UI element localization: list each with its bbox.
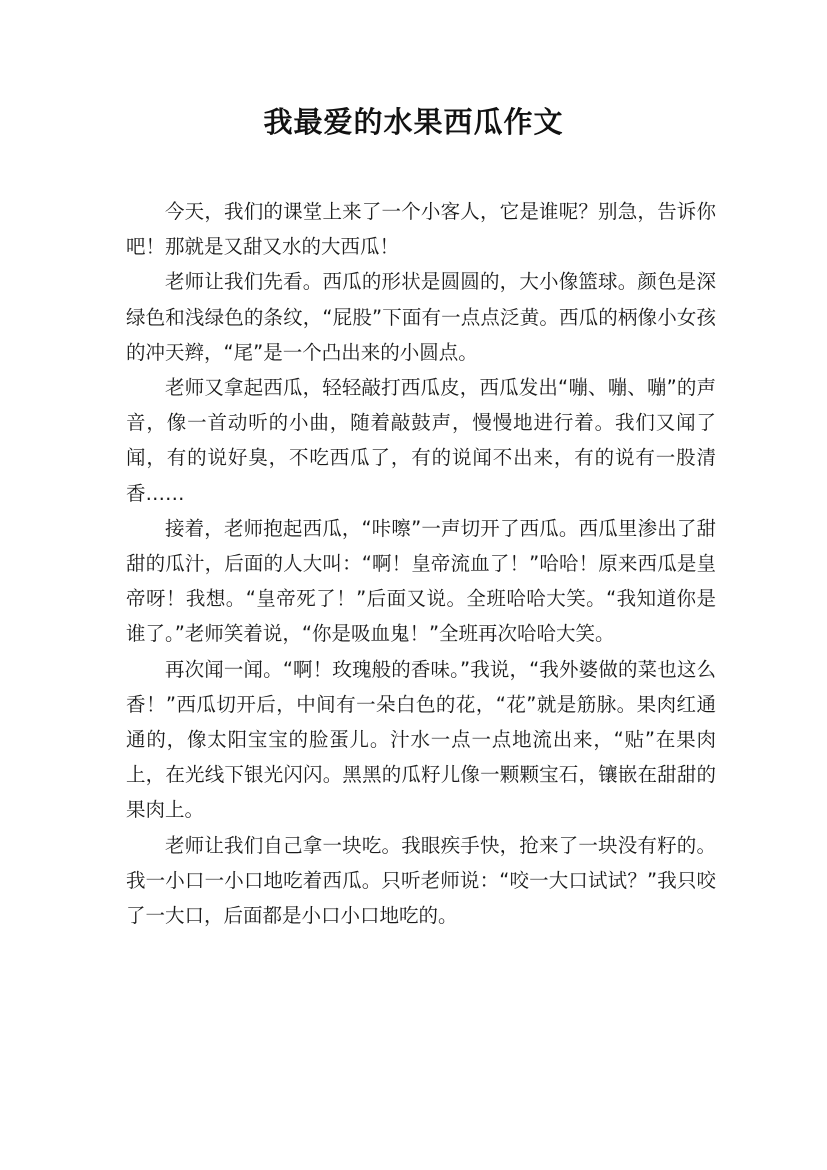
paragraph: 接着，老师抱起西瓜，“咔嚓”一声切开了西瓜。西瓜里渗出了甜甜的瓜汁，后面的人大叫：“啊！皇帝流血了！”哈哈！原来西瓜是皇帝呀！我想。“皇帝死了！”后面又说。全班哈哈大笑。“我知道你是谁了。”老师笑着说，“你是吸血鬼！”全班再次哈哈大笑。 — [126, 516, 716, 646]
paragraph: 老师让我们自己拿一块吃。我眼疾手快，抢来了一块没有籽的。我一小口一小口地吃着西瓜。只听老师说：“咬一大口试试？”我只咬了一大口，后面都是小口小口地吃的。 — [126, 833, 716, 928]
paragraph: 再次闻一闻。“啊！玫瑰般的香味。”我说，“我外婆做的菜也这么香！”西瓜切开后，中间有一朵白色的花，“花”就是筋脉。果肉红通通的，像太阳宝宝的脸蛋儿。汁水一点一点地流出来，“贴”在果肉上，在光线下银光闪闪。黑黑的瓜籽儿像一颗颗宝石，镶嵌在甜甜的果肉上。 — [126, 657, 716, 822]
document-title: 我最爱的水果西瓜作文 — [263, 105, 564, 139]
paragraph: 老师又拿起西瓜，轻轻敲打西瓜皮，西瓜发出“嘣、嘣、嘣”的声音，像一首动听的小曲，随着敲鼓声，慢慢地进行着。我们又闻了闻，有的说好臭，不吃西瓜了，有的说闻不出来，有的说有一股清香…… — [126, 376, 716, 505]
paragraph: 老师让我们先看。西瓜的形状是圆圆的，大小像篮球。颜色是深绿色和浅绿色的条纹，“屁股”下面有一点点泛黄。西瓜的柄像小女孩的冲天辫，“尾”是一个凸出来的小圆点。 — [126, 270, 716, 364]
paragraph: 今天，我们的课堂上来了一个小客人，它是谁呢？别急，告诉你吧！那就是又甜又水的大西瓜！ — [126, 200, 716, 259]
document-body — [126, 194, 716, 933]
